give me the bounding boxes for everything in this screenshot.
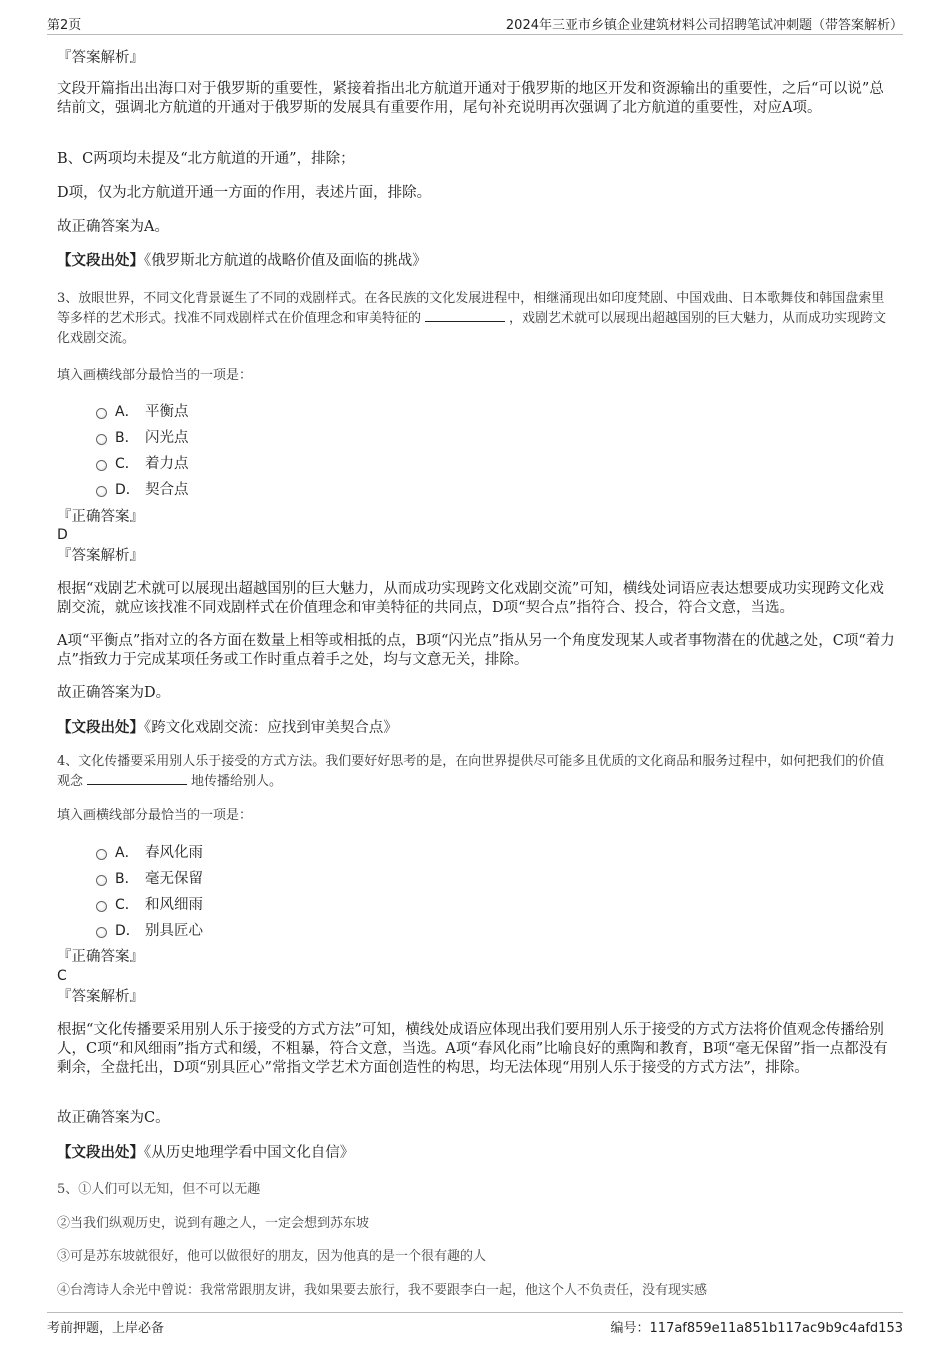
radio-icon[interactable] bbox=[96, 901, 107, 912]
q2-analysis-label: 『答案解析』 bbox=[57, 50, 144, 66]
q3-blank bbox=[425, 309, 505, 322]
q4-option-d[interactable]: D． 别具匠心 bbox=[96, 919, 203, 941]
q4-conclusion: 故正确答案为C。 bbox=[57, 1110, 170, 1126]
radio-icon[interactable] bbox=[96, 927, 107, 938]
page-header bbox=[47, 12, 903, 35]
q3-source bbox=[57, 718, 897, 738]
footer-slogan: 考前押题，上岸必备 bbox=[47, 1321, 165, 1336]
radio-icon[interactable] bbox=[96, 486, 107, 497]
q4-prompt: 填入画横线部分最恰当的一项是： bbox=[57, 808, 253, 823]
q3-correct-answer: D bbox=[57, 527, 68, 543]
q4-blank bbox=[87, 772, 187, 785]
radio-icon[interactable] bbox=[96, 434, 107, 445]
q3-option-d[interactable]: D． 契合点 bbox=[96, 478, 189, 500]
q4-correct-answer: C bbox=[57, 968, 67, 984]
q4-stem-before: 4、文化传播要采用别人乐于接受的方式方法。我们要好好思考的是，在向世界提供尽可能多且优质的文化商品和服务过程中，如何把我们的价值观念 bbox=[57, 754, 885, 789]
q2-conclusion: 故正确答案为A。 bbox=[57, 219, 169, 235]
q3-analysis-paragraph-2: A项“平衡点”指对立的各方面在数量上相等或相抵的点，B项“闪光点”指从另一个角度发现某人或者事物潜在的优越之处，C项“着力点”指致力于完成某项任务或工作时重点着手之处，均与文意无关，排除。 bbox=[57, 633, 895, 668]
q4-source bbox=[57, 1143, 897, 1163]
source-title: 《跨文化戏剧交流：应找到审美契合点》 bbox=[144, 720, 398, 736]
q5-item-4: ④台湾诗人余光中曾说：我常常跟朋友讲，我如果要去旅行，我不要跟李白一起，他这个人不负责任，没有现实感 bbox=[57, 1283, 708, 1298]
q2-analysis-paragraph-2: B、C两项均未提及“北方航道的开通”，排除； bbox=[57, 151, 355, 167]
q3-stem-before: 3、放眼世界，不同文化背景诞生了不同的戏剧样式。在各民族的文化发展进程中，相继涌现出如印度梵剧、中国戏曲、日本歌舞伎和韩国盘索里等多样的艺术形式。找准不同戏剧样式在价值理念和审美特征的 bbox=[57, 291, 885, 326]
q3-option-a[interactable]: A． 平衡点 bbox=[96, 400, 189, 422]
radio-icon[interactable] bbox=[96, 460, 107, 471]
q2-analysis-paragraph-1: 文段开篇指出出海口对于俄罗斯的重要性，紧接着指出北方航道开通对于俄罗斯的地区开发和资源输出的重要性，之后“可以说”总结前文，强调北方航道的开通对于俄罗斯的发展具有重要作用，尾句补充说明再次强调了北方航道的重要性，对应A项。 bbox=[57, 81, 884, 116]
source-title: 《从历史地理学看中国文化自信》 bbox=[144, 1145, 355, 1161]
q2-source bbox=[57, 251, 897, 271]
q3-analysis-label: 『答案解析』 bbox=[57, 548, 144, 564]
document-title: 2024年三亚市乡镇企业建筑材料公司招聘笔试冲刺题（带答案解析） bbox=[505, 18, 903, 33]
q4-analysis-label: 『答案解析』 bbox=[57, 989, 144, 1005]
q4-stem-after: 地传播给别人。 bbox=[191, 774, 283, 789]
source-label: 【文段出处】 bbox=[57, 1144, 144, 1161]
q4-correct-label: 『正确答案』 bbox=[57, 949, 144, 965]
q4-stem bbox=[57, 752, 897, 792]
page-number: 第2页 bbox=[47, 18, 82, 33]
q4-option-a[interactable]: A． 春风化雨 bbox=[96, 841, 203, 863]
document-code: 编号：117af859e11a851b117ac9b9c4afd153 bbox=[610, 1321, 903, 1336]
source-label: 【文段出处】 bbox=[57, 719, 144, 736]
q4-option-c[interactable]: C． 和风细雨 bbox=[96, 893, 203, 915]
page-footer bbox=[47, 1312, 903, 1337]
q5-item-3: ③可是苏东坡就很好，他可以做很好的朋友，因为他真的是一个很有趣的人 bbox=[57, 1249, 487, 1264]
q4-analysis-paragraph-1: 根据“文化传播要采用别人乐于接受的方式方法”可知，横线处成语应体现出我们要用别人乐于接受的方式方法将价值观念传播给别人，C项“和风细雨”指方式和缓，不粗暴，符合文意，当选。A项“春风化雨”比喻良好的熏陶和教育，B项“毫无保留”指一点都没有剩余，全盘托出，D项“别具匠心”常指文学艺术方面创造性的构思，均无法体现“用别人乐于接受的方式方法”，排除。 bbox=[57, 1022, 888, 1076]
q3-option-c[interactable]: C． 着力点 bbox=[96, 452, 189, 474]
source-label: 【文段出处】 bbox=[57, 252, 144, 269]
q4-option-b[interactable]: B． 毫无保留 bbox=[96, 867, 203, 889]
q5-item-2: ②当我们纵观历史，说到有趣之人，一定会想到苏东坡 bbox=[57, 1216, 370, 1231]
radio-icon[interactable] bbox=[96, 875, 107, 886]
q3-stem-after: ，戏剧艺术就可以展现出超越国别的巨大魅力，从而成功实现跨文化戏剧交流。 bbox=[57, 311, 887, 346]
q3-conclusion: 故正确答案为D。 bbox=[57, 685, 171, 701]
radio-icon[interactable] bbox=[96, 408, 107, 419]
radio-icon[interactable] bbox=[96, 849, 107, 860]
q2-analysis-paragraph-3: D项，仅为北方航道开通一方面的作用，表述片面，排除。 bbox=[57, 185, 432, 201]
q3-prompt: 填入画横线部分最恰当的一项是： bbox=[57, 368, 253, 383]
q3-correct-label: 『正确答案』 bbox=[57, 509, 144, 525]
q3-analysis-paragraph-1: 根据“戏剧艺术就可以展现出超越国别的巨大魅力，从而成功实现跨文化戏剧交流”可知，横线处词语应表达想要成功实现跨文化戏剧交流，就应该找准不同戏剧样式在价值理念和审美特征的共同点，D项“契合点”指符合、投合，符合文意，当选。 bbox=[57, 581, 884, 616]
q3-stem bbox=[57, 289, 897, 349]
q5-item-1: 5、①人们可以无知，但不可以无趣 bbox=[57, 1182, 261, 1197]
q3-option-b[interactable]: B． 闪光点 bbox=[96, 426, 189, 448]
source-title: 《俄罗斯北方航道的战略价值及面临的挑战》 bbox=[144, 253, 427, 269]
